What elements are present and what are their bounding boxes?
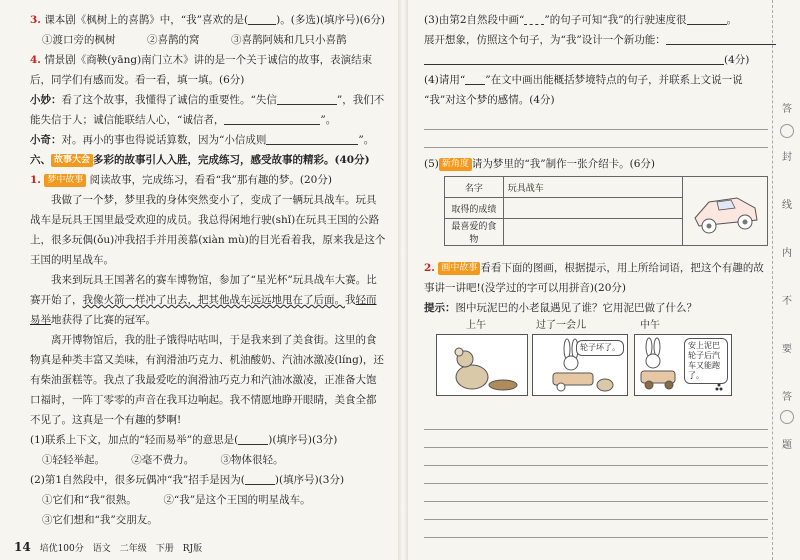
- wavy-underlined-sentence: 我像火箭一样冲了出去，把其他战车远远地甩在了后面。: [82, 294, 345, 306]
- dream-story-tag: 梦中故事: [44, 174, 86, 187]
- dialog-xiaoqi: 小奇：对。再小的事也得说话算数，因为“小信成则 ”。: [30, 134, 375, 146]
- intro-card-table: 名字 玩具战车 取得的成绩 最喜爱的食物: [444, 176, 768, 246]
- answer-blank[interactable]: [266, 133, 358, 145]
- new-angle-tag: 新角度: [439, 158, 472, 171]
- sub-question-5: (5) 新角度 请为梦里的“我”制作一张介绍卡。(6分): [424, 158, 655, 170]
- intro-card: [424, 176, 768, 246]
- sub-question-2: (2)第1自然段中，很多玩偶冲“我”招手是因为( )(填序号)(3分): [30, 474, 345, 486]
- dialog-xiaomiao: 小妙：看了这个故事，我懂得了诚信的重要性。“失信 ”，我们不: [30, 94, 385, 106]
- section-6-heading: 六、 故事大会 多彩的故事引人入胜，完成练习，感受故事的精彩。(40分): [30, 154, 370, 166]
- answer-blank[interactable]: [245, 473, 275, 485]
- comic-panel-1: [436, 334, 528, 396]
- toy-car-picture: [682, 177, 767, 246]
- toy-race-car-icon: [687, 180, 763, 240]
- mouse-playing-mud-icon: [437, 335, 527, 395]
- answer-blank[interactable]: [666, 33, 776, 45]
- left-column: 3. 课本剧《枫树上的喜鹊》中，“我”喜欢的是( )。(多选)(填序号)(6分) ①渡口旁的枫树 ②喜鹊的窝 ③喜鹊阿姨和几只小喜鹊 4. 情景剧《商鞅(yāng)南门立木》讲的是一个关于诚信的故事，表演结束 后，同学们有感而发。看一看，填一填。(6分) 小妙：看了这个故事，我懂得了诚信的重要性。“失信 ”，我们不 能失信于人；诚信能联结人心，“诚信者， ”。 小奇：对。再小的事也得说话算数，因为“小信成则 ”。 六、 故事大会 多彩的故事引人入胜，完成练习，感受故事的精彩。(40分) 1. 梦中故事 阅读故事，完成练习，看看“我”那有趣的梦。(20分) 我做了一个梦，梦里我的身体突然变小了，变成了一辆玩具战车。玩具战车是玩具王国里最受欢迎的成员。我总得闲地行驶(shǐ)在玩具王国的公路上，很多玩偶(ǒu)冲我招手并用羡慕(xiàn mù)的目光看着我，原来我是这个王国的明星战车。 我来到玩具王国著名的赛车博物馆，参加了“星光杯”玩具战车大赛。比赛开始了，我像火箭一样冲了出去，把其他战车远远地甩在了后面。我轻而易举地获得了比赛的冠军。 离开博物馆后，我的肚子饿得咕咕叫，于是我来到了美食街。这里的食物真是种类丰富又美味，有润滑油巧克力、机油酸奶、汽油冰激凌(líng)，还有柴油蛋糕等。我点了我最爱吃的润滑油巧克力和汽油冰激凌，正准备大饱口福时，一阵丁零零的声音在我耳边响起。我不情愿地睁开眼睛，美食全都不见了。这真是一个有趣的梦啊! (1)联系上下文，加点的“轻而易举”的意思是( )(填序号)(3分) ①轻轻举起。 ②毫不费力。 ③物体很轻。 (2)第1自然段中，很多玩偶冲“我”招手是因为( )(填序号)(3分) ①它们和“我”很熟。 ②“我”是这个王国的明星战车。 ③它们想和“我”交朋友。: [0, 0, 400, 530]
- speech-bubble-wheel-broken: 轮子坏了。: [576, 340, 624, 356]
- story-paragraph-2: 我来到玩具王国著名的赛车博物馆，参加了“星光杯”玩具战车大赛。比赛开始了，我像火箭一样冲了出去，把其他战车远远地甩在了后面。我轻而易举地获得了比赛的冠军。: [30, 274, 377, 326]
- question-3: 3. 课本剧《枫树上的喜鹊》中，“我”喜欢的是( )。(多选)(填序号)(6分): [30, 14, 386, 26]
- answer-line[interactable]: [424, 53, 724, 65]
- sub-question-4: (4)请用“ ”在文中画出能概括梦境特点的句子，并联系上文说一说: [424, 74, 743, 86]
- answer-blank[interactable]: [248, 13, 276, 25]
- answer-line[interactable]: [424, 134, 768, 148]
- question-6-1: 1. 梦中故事 阅读故事，完成练习，看看“我”那有趣的梦。(20分): [30, 174, 332, 186]
- panel-label-morning: 上午: [466, 320, 486, 331]
- story-paragraph-1: 我做了一个梦，梦里我的身体突然变小了，变成了一辆玩具战车。玩具战车是玩具王国里最受欢迎的成员。我总得闲地行驶(shǐ)在玩具王国的公路上，很多玩偶(ǒu)冲我招手并用羡慕(xiàn mù)的目光看着我，原来我是这个王国的明星战车。: [30, 194, 386, 266]
- story-paragraph-3: 离开博物馆后，我的肚子饿得咕咕叫，于是我来到了美食街。这里的食物真是种类丰富又美味，有润滑油巧克力、机油酸奶、汽油冰激凌(líng)，还有柴油蛋糕等。我点了我最爱吃的润滑油巧克力和汽油冰激凌，正准备大饱口福时，一阵丁零零的声音在我耳边响起。我不情愿地睁开眼睛，美食全都不见了。这真是一个有趣的梦啊!: [30, 334, 384, 426]
- panel-label-later: 过了一会儿: [536, 320, 586, 331]
- sub-question-1: (1)联系上下文，加点的“轻而易举”的意思是( )(填序号)(3分): [30, 434, 338, 446]
- answer-blank[interactable]: [687, 13, 727, 25]
- page-footer: 14 培优100分 语文 二年级 下册 RJ版: [14, 540, 203, 554]
- speech-bubble-mud-wheels: 安上泥巴轮子后汽车又能跑了。: [684, 338, 728, 384]
- answer-blank[interactable]: [277, 93, 337, 105]
- right-column: (3)由第2自然段中画“ ”的句子可知“我”的行驶速度很 。 展开想象，仿照这个句子，为“我”设计一个新功能： (4分) (4)请用“ ”在文中画出能概括梦境特点的句子，并联系上文说一说 “我”对这个梦的感情。(4分) (5) 新角度 请为梦里的“我”制作一张介绍卡。(6分) 名字 玩具战车 取得的成绩 最喜爱的食物 2. 画中故事 看看下面的图画，根据提示，用上所给词语，把这个有趣的故 事讲一讲吧!(没学过的字可以用拼音)(20分) 提示：图中玩泥巴的小老鼠遇见了谁？它用泥巴做了什么？: [408, 0, 772, 318]
- panel-label-noon: 中午: [640, 320, 660, 331]
- dotted-phrase: 轻而易举: [30, 294, 377, 326]
- question-4: 4. 情景剧《商鞅(yāng)南门立木》讲的是一个关于诚信的故事，表演结束: [30, 54, 373, 66]
- sub-question-3: (3)由第2自然段中画“ ”的句子可知“我”的行驶速度很 。: [424, 14, 738, 26]
- favorite-food-cell[interactable]: [503, 219, 682, 246]
- achievement-cell[interactable]: [503, 198, 682, 219]
- binding-margin: 答 封 线 内 不 要 答 题: [772, 0, 800, 560]
- binding-circle: [780, 124, 794, 138]
- question-2: 2. 画中故事 看看下面的图画，根据提示，用上所给词语，把这个有趣的故: [424, 262, 764, 274]
- answer-blank[interactable]: [238, 433, 268, 445]
- answer-blank[interactable]: [224, 113, 320, 125]
- page-number: 14: [14, 540, 31, 554]
- question-3-options: ①渡口旁的枫树 ②喜鹊的窝 ③喜鹊阿姨和几只小喜鹊: [42, 34, 347, 46]
- picture-story-tag: 画中故事: [438, 262, 480, 275]
- answer-line[interactable]: [424, 116, 768, 130]
- writing-area[interactable]: [424, 412, 768, 542]
- story-meeting-tag: 故事大会: [51, 154, 93, 167]
- binding-circle: [780, 410, 794, 424]
